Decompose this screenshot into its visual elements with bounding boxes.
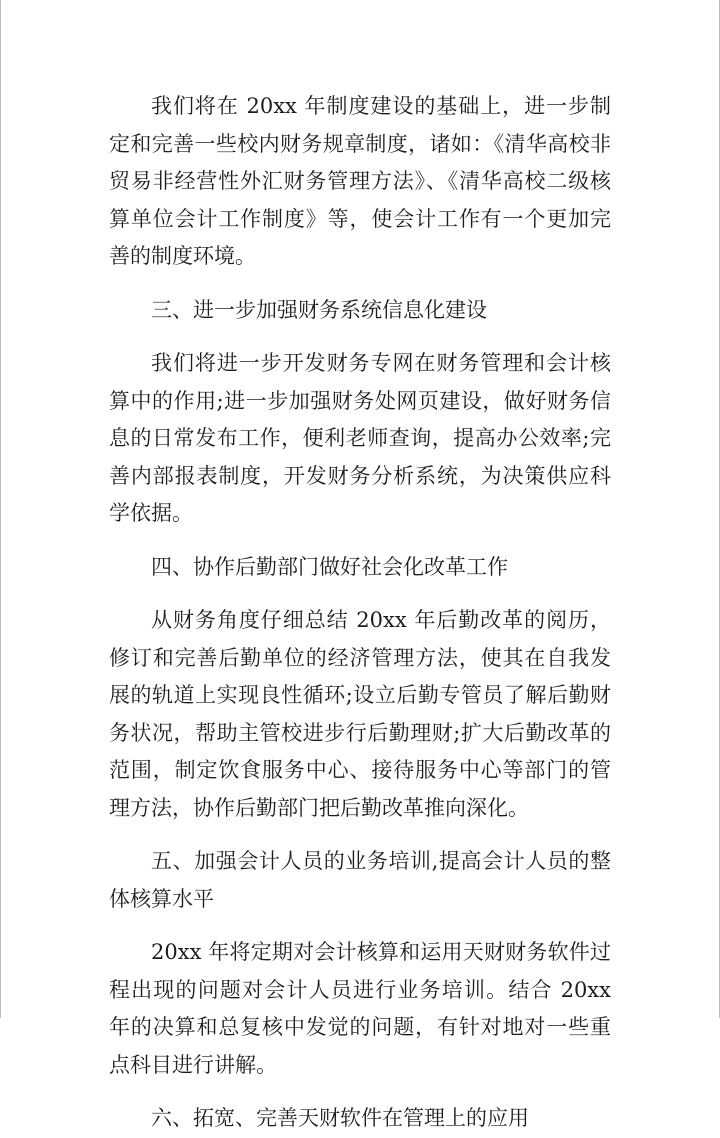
document-page	[109, 88, 611, 1138]
paragraph-training: 20xx 年将定期对会计核算和运用天财财务软件过程出现的问题对会计人员进行业务培训。结合 20xx 年的决算和总复核中发觉的问题，有针对地对一些重点科目进行讲解。	[109, 940, 611, 1077]
section-heading-4: 四、协作后勤部门做好社会化改革工作	[151, 554, 508, 579]
section-heading-3: 三、进一步加强财务系统信息化建设	[151, 297, 487, 322]
section-heading-5: 五、加强会计人员的业务培训,提高会计人员的整体核算水平	[109, 849, 611, 911]
paragraph-informatization: 我们将进一步开发财务专网在财务管理和会计核算中的作用;进一步加强财务处网页建设，做好财务信息的日常发布工作，便利老师查询，提高办公效率;完善内部报表制度，开发财务分析系统，为决策供应科学依据。	[109, 351, 611, 525]
paragraph-logistics-reform: 从财务角度仔细总结 20xx 年后勤改革的阅历，修订和完善后勤单位的经济管理方法，使其在自我发展的轨道上实现良性循环;设立后勤专管员了解后勤财务状况，帮助主管校进步行后勤理财;扩大后勤改革的范围，制定饮食服务中心、接待服务中心等部门的管理方法，协作后勤部门把后勤改革推向深化。	[109, 608, 611, 820]
paragraph-regulations: 我们将在 20xx 年制度建设的基础上，进一步制定和完善一些校内财务规章制度，诸如：《清华高校非贸易非经营性外汇财务管理方法》、《清华高校二级核算单位会计工作制度》等，使会计工作有一个更加完善的制度环境。	[109, 94, 611, 268]
section-heading-6: 六、拓宽、完善天财软件在管理上的应用	[151, 1106, 529, 1130]
